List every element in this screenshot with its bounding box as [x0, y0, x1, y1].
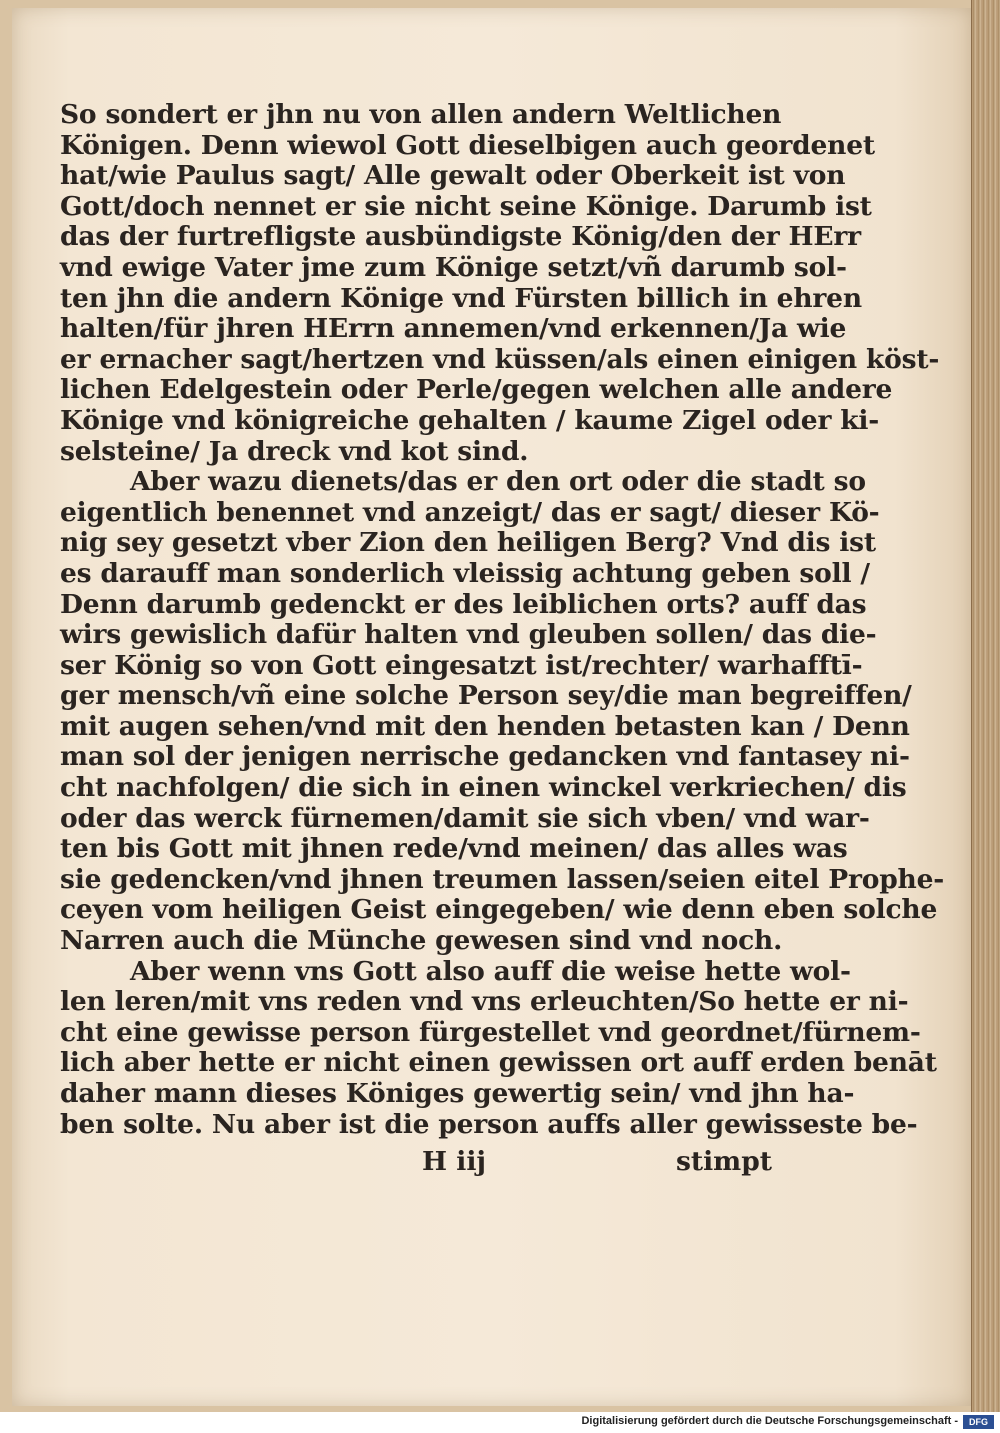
page-foot: [60, 1146, 772, 1178]
text-line: es darauff man sonderlich vleissig achtung geben soll /: [60, 557, 870, 589]
text-line: Gott/doch nennet er sie nicht seine Könige. Darumb ist: [60, 190, 872, 222]
text-line: lich aber hette er nicht einen gewissen ort auff erden benāt: [60, 1047, 937, 1079]
catchword: stimpt: [675, 1146, 772, 1177]
body-text: [60, 99, 945, 1140]
text-line: Königen. Denn wiewol Gott dieselbigen auch geordenet: [60, 129, 875, 161]
text-line: oder das werck fürnemen/damit sie sich vben/ vnd war-: [60, 802, 870, 834]
text-line: ser König so von Gott eingesatzt ist/rechter/ warhafftī-: [60, 649, 863, 681]
text-line: lichen Edelgestein oder Perle/gegen welchen alle andere: [60, 374, 893, 406]
text-line: er ernacher sagt/hertzen vnd küssen/als einen einigen köst-: [60, 343, 940, 375]
text-line: ger mensch/vñ eine solche Person sey/die man begreiffen/: [60, 680, 912, 712]
dfg-logo: DFG: [963, 1415, 994, 1429]
footer-bar: [0, 1412, 1000, 1433]
text-line: vnd ewige Vater jme zum Könige setzt/vñ darumb sol-: [60, 251, 847, 283]
text-line: ten bis Gott mit jhnen rede/vnd meinen/ das alles was: [60, 833, 848, 865]
text-line: Aber wenn vns Gott also auff die weise hette wol-: [130, 955, 851, 987]
text-line: mit augen sehen/vnd mit den henden betasten kan / Denn: [60, 710, 910, 742]
signature-mark: H iij: [422, 1146, 486, 1177]
text-line: ben solte. Nu aber ist die person auffs aller gewisseste be-: [60, 1108, 918, 1140]
text-line: Könige vnd königreiche gehalten / kaume Zigel oder ki-: [60, 404, 880, 436]
text-line: daher mann dieses Königes gewertig sein/ vnd jhn ha-: [60, 1078, 855, 1109]
text-line: ten jhn die andern Könige vnd Fürsten billich in ehren: [60, 282, 862, 314]
text-line: So sondert er jhn nu von allen andern Weltlichen: [60, 99, 782, 130]
page-edge: [971, 0, 1000, 1412]
text-line: selsteine/ Ja dreck vnd kot sind.: [60, 435, 529, 467]
text-line: cht nachfolgen/ die sich in einen winckel verkriechen/ dis: [60, 772, 907, 804]
funding-notice: Digitalisierung gefördert durch die Deutsche Forschungsgemeinschaft -: [581, 1415, 958, 1427]
text-line: Narren auch die Münche gewesen sind vnd noch.: [60, 925, 783, 957]
text-line: nig sey gesetzt vber Zion den heiligen Berg? Vnd dis ist: [60, 527, 876, 559]
text-line: cht eine gewisse person fürgestellet vnd geordnet/fürnem-: [60, 1016, 921, 1048]
text-line: wirs gewislich dafür halten vnd gleuben sollen/ das die-: [60, 619, 877, 651]
text-line: eigentlich benennet vnd anzeigt/ das er sagt/ dieser Kö-: [60, 496, 880, 528]
text-line: man sol der jenigen nerrische gedancken vnd fantasey ni-: [60, 741, 910, 773]
text-line: sie gedencken/vnd jhnen treumen lassen/seien eitel Prophe-: [60, 863, 945, 895]
text-line: Aber wazu dienets/das er den ort oder die stadt so: [130, 466, 866, 498]
text-line: hat/wie Paulus sagt/ Alle gewalt oder Oberkeit ist von: [60, 160, 846, 192]
text-line: ceyen vom heiligen Geist eingegeben/ wie denn eben solche: [60, 894, 938, 926]
text-line: Denn darumb gedenckt er des leiblichen orts? auff das: [60, 588, 867, 620]
text-line: halten/für jhren HErrn annemen/vnd erkennen/Ja wie: [60, 313, 847, 345]
text-line: len leren/mit vns reden vnd vns erleuchten/So hette er ni-: [60, 986, 909, 1018]
text-line: das der furtrefligste ausbündigste König/den der HErr: [60, 221, 861, 253]
